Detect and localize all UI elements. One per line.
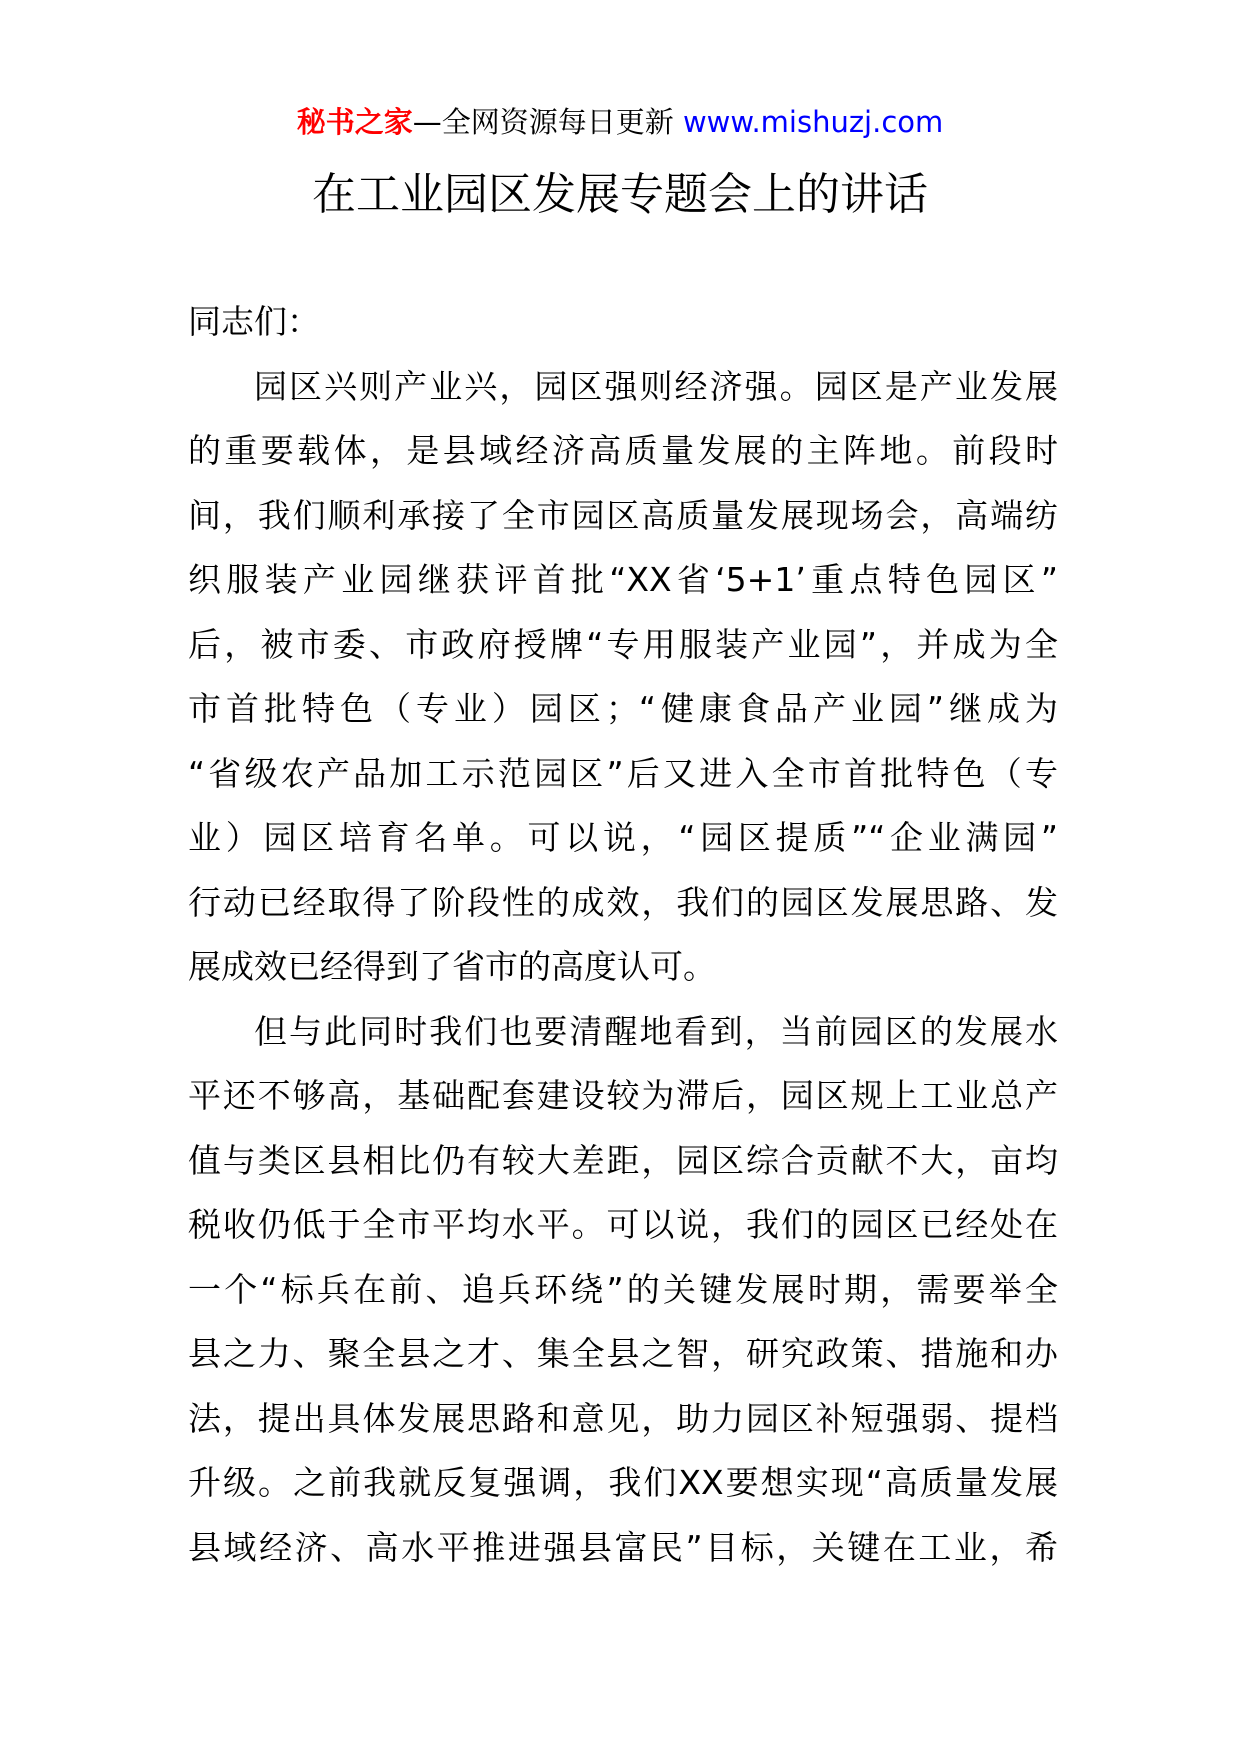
paragraph-line: “省级农产品加工示范园区”后又进入全市首批特色（专 — [188, 753, 1058, 793]
paragraph-line: 税收仍低于全市平均水平。可以说，我们的园区已经处在 — [188, 1205, 1058, 1244]
paragraph-1 — [188, 355, 1058, 1000]
header-tagline: —全网资源每日更新 — [412, 105, 674, 139]
paragraph-line: 行动已经取得了阶段性的成效，我们的园区发展思路、发 — [188, 882, 1058, 922]
paragraph-line: 展成效已经得到了省市的高度认可。 — [188, 947, 716, 986]
document-title: 在工业园区发展专题会上的讲话 — [312, 169, 928, 220]
paragraph-line: 平还不够高，基础配套建设较为滞后，园区规上工业总产 — [188, 1076, 1058, 1115]
salutation: 同志们： — [188, 302, 320, 341]
speech-body — [188, 290, 1058, 1580]
paragraph-line: 值与类区县相比仍有较大差距，园区综合贡献不大，亩均 — [188, 1140, 1058, 1180]
site-header — [0, 102, 1240, 142]
site-url-link[interactable]: www.mishuzj.com — [682, 105, 944, 139]
paragraph-line: 园区兴则产业兴，园区强则经济强。园区是产业发展 — [254, 366, 1058, 406]
paragraph-line: 升级。之前我就反复强调，我们XX要想实现“高质量发展 — [188, 1463, 1058, 1502]
paragraph-line: 间，我们顺利承接了全市园区高质量发展现场会，高端纺 — [188, 495, 1058, 535]
paragraph-line: 业）园区培育名单。可以说，“园区提质”“企业满园” — [188, 818, 1058, 857]
paragraph-line: 但与此同时我们也要清醒地看到，当前园区的发展水 — [254, 1011, 1058, 1051]
paragraph-line: 一个“标兵在前、追兵环绕”的关键发展时期，需要举全 — [188, 1269, 1058, 1309]
paragraph-line: 后，被市委、市政府授牌“专用服装产业园”，并成为全 — [188, 624, 1058, 664]
paragraph-line: 县域经济、高水平推进强县富民”目标，关键在工业，希 — [188, 1527, 1058, 1567]
paragraph-line: 织服装产业园继获评首批“XX省‘5+1’重点特色园区” — [188, 560, 1058, 599]
paragraph-2 — [188, 1000, 1058, 1581]
paragraph-line: 的重要载体，是县域经济高质量发展的主阵地。前段时 — [188, 431, 1058, 470]
paragraph-line: 法，提出具体发展思路和意见，助力园区补短强弱、提档 — [188, 1398, 1058, 1438]
paragraph-line: 县之力、聚全县之才、集全县之智，研究政策、措施和办 — [188, 1334, 1058, 1373]
paragraph-line: 市首批特色（专业）园区；“健康食品产业园”继成为 — [188, 689, 1058, 728]
brand-name: 秘书之家 — [296, 105, 413, 139]
